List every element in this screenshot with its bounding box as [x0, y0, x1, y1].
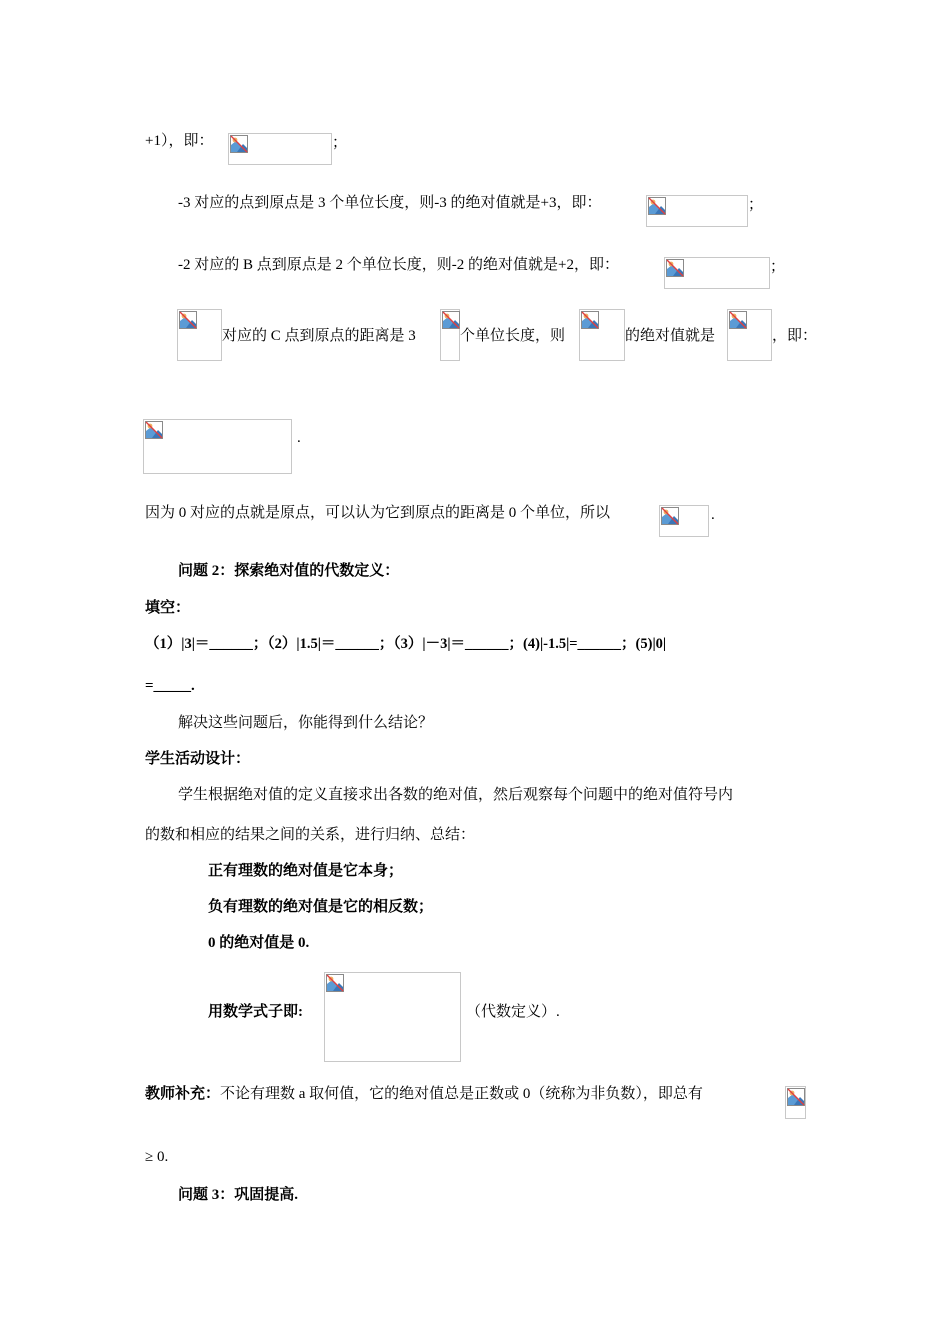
line-6-text: 因为 0 对应的点就是原点，可以认为它到原点的距离是 0 个单位，所以: [145, 505, 611, 521]
broken-image-icon: [442, 311, 460, 329]
line-1-prefix: +1），即：: [145, 133, 214, 149]
formula-image: [440, 309, 460, 361]
teacher-line-2: ≥ 0.: [145, 1149, 169, 1165]
broken-image-icon: [787, 1088, 805, 1106]
broken-image-icon: [179, 311, 197, 329]
question-2-title: 问题 2：探索绝对值的代数定义：: [178, 563, 400, 579]
activity-paragraph-line-1: 学生根据绝对值的定义直接求出各数的绝对值，然后观察每个问题中的绝对值符号内: [178, 787, 734, 803]
teacher-supplement: [145, 1084, 703, 1104]
formula-label: 用数学式子即:: [208, 1004, 303, 1020]
line-2-text: -3 对应的点到原点是 3 个单位长度，则-3 的绝对值就是+3，即：: [178, 195, 602, 211]
question-3-title: 问题 3：巩固提高.: [178, 1187, 299, 1203]
fill-in-items-line-1: （1）|3|＝______；（2）|1.5|＝______；（3）|－3|＝______；(4)|-1.5|=______；(5)|0|: [145, 636, 667, 652]
line-1-suffix: ；: [332, 135, 348, 151]
formula-image: [579, 309, 625, 361]
line-3-text: -2 对应的 B 点到原点是 2 个单位长度，则-2 的绝对值就是+2，即：: [178, 257, 619, 273]
conclusion-prompt: 解决这些问题后，你能得到什么结论？: [178, 715, 434, 731]
broken-image-icon: [666, 259, 684, 277]
rule-negative: 负有理数的绝对值是它的相反数；: [208, 899, 434, 915]
formula-image: [324, 972, 461, 1062]
formula-image: [727, 309, 772, 361]
broken-image-icon: [648, 197, 666, 215]
line-2-suffix: ；: [748, 197, 764, 213]
broken-image-icon: [581, 311, 599, 329]
line-4-part-a: 对应的 C 点到原点的距离是 3: [222, 328, 416, 344]
broken-image-icon: [230, 135, 248, 153]
activity-paragraph-line-2: 的数和相应的结果之间的关系，进行归纳、总结：: [145, 827, 476, 843]
formula-note: （代数定义）.: [466, 1004, 560, 1020]
line-4-part-c: 的绝对值就是: [625, 328, 716, 344]
rule-positive: 正有理数的绝对值是它本身；: [208, 863, 404, 879]
activity-title: 学生活动设计：: [145, 751, 251, 767]
teacher-text: 不论有理数 a 取何值，它的绝对值总是正数或 0（统称为非负数），即总有: [220, 1086, 703, 1102]
fill-in-label: 填空：: [145, 600, 191, 616]
formula-image: [659, 505, 709, 537]
broken-image-icon: [729, 311, 747, 329]
formula-image: [143, 419, 292, 474]
fill-in-items-line-2: =_____.: [145, 678, 195, 694]
broken-image-icon: [661, 507, 679, 525]
rule-zero: 0 的绝对值是 0.: [208, 935, 310, 951]
formula-image: [664, 257, 770, 289]
formula-image: [177, 309, 222, 361]
line-6-suffix: .: [711, 507, 715, 523]
line-3-suffix: ；: [770, 259, 786, 275]
line-4-part-d: ，即：: [772, 328, 818, 344]
formula-image: [646, 195, 748, 227]
line-5-suffix: .: [297, 430, 301, 446]
line-1: [145, 131, 213, 151]
broken-image-icon: [326, 974, 344, 992]
line-4-part-b: 个单位长度，则: [460, 328, 566, 344]
formula-image: [228, 133, 332, 165]
broken-image-icon: [145, 421, 163, 439]
formula-image: [785, 1086, 806, 1119]
teacher-label: 教师补充：: [145, 1086, 221, 1102]
